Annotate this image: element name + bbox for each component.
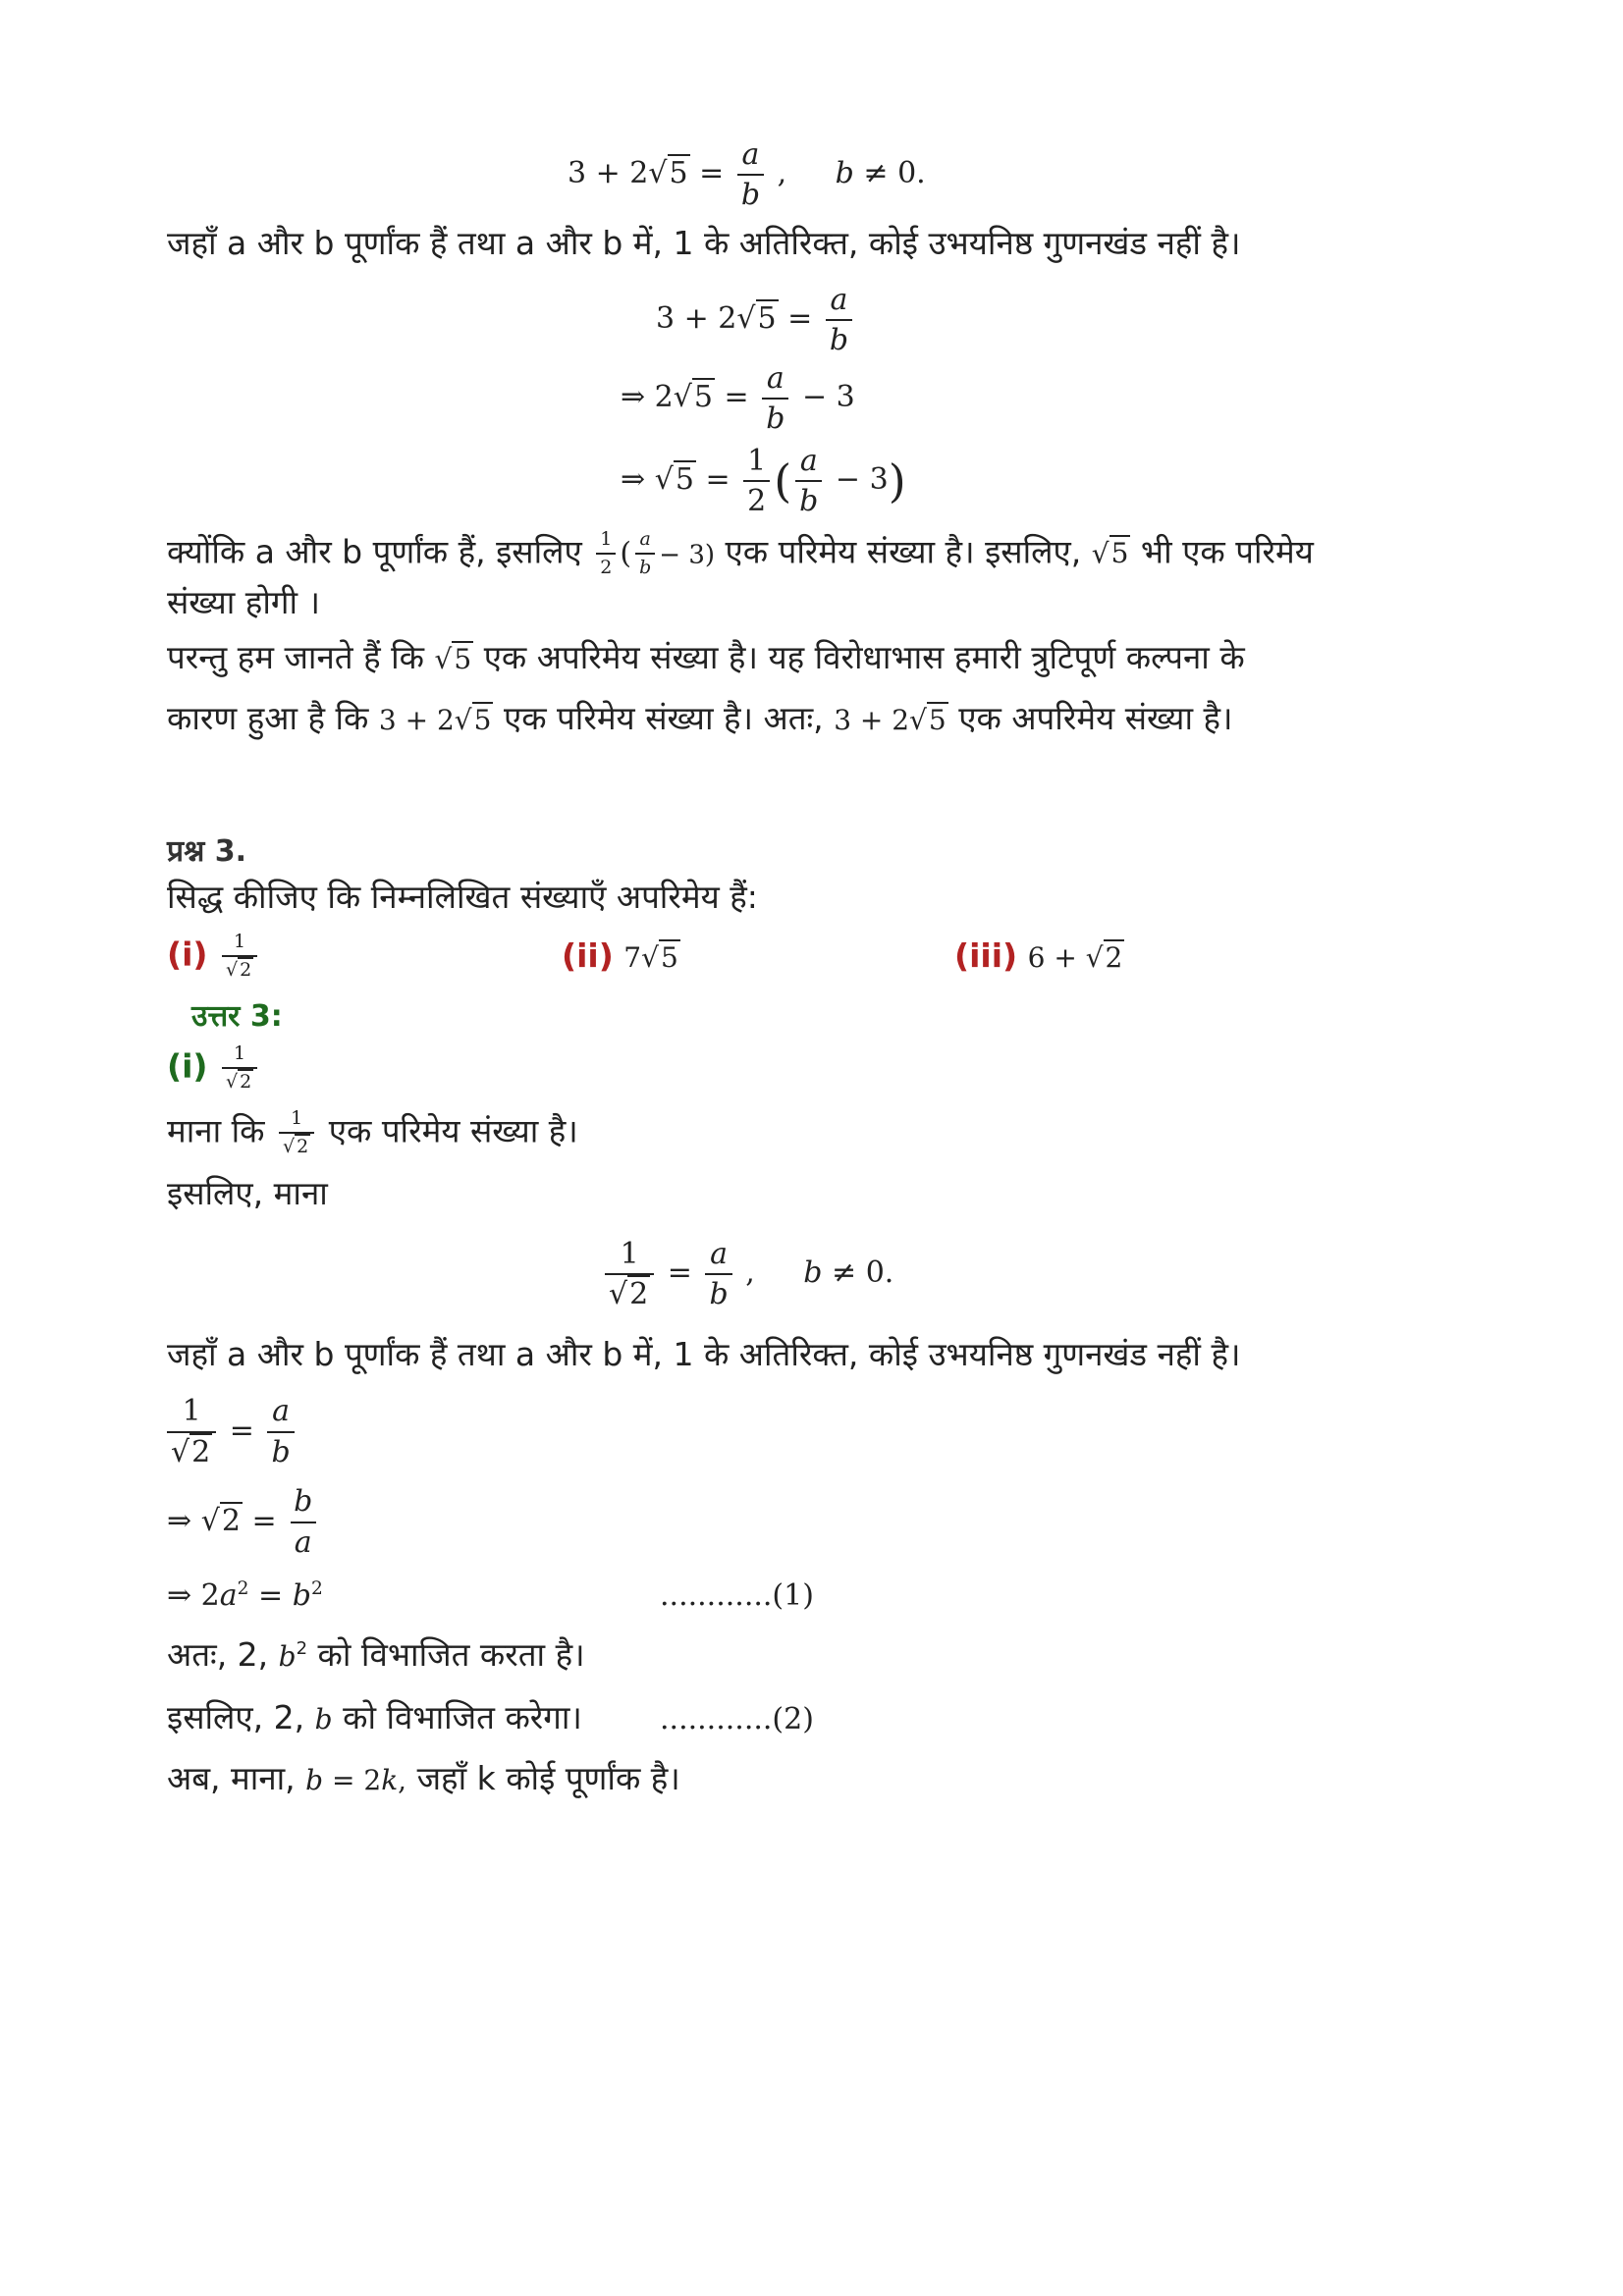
paragraph-therefore-assume: इसलिए, माना bbox=[167, 1174, 328, 1212]
paragraph-since-rational-cont: संख्या होगी । bbox=[167, 583, 320, 621]
equation-step-3: ⇒ √5 = $\frac{1}{2}$ ( $\frac{a}{b}$ − 3) bbox=[621, 444, 906, 518]
equation-ref-2: ............(2) bbox=[660, 1702, 814, 1736]
answer-3-label: उत्तर 3: bbox=[191, 999, 283, 1034]
step-3-square: ⇒ $2a^2 = b^2$ bbox=[167, 1578, 323, 1613]
paragraph-coprime: जहाँ a और b पूर्णांक हैं तथा a और b में, 1 के अतिरिक्त, कोई उभयनिष्ठ गुणनखंड नहीं है। bbox=[167, 224, 1241, 262]
paragraph-let-b: अब, माना, b = 2k, जहाँ k कोई पूर्णांक है। bbox=[167, 1759, 680, 1797]
equation-step-2: ⇒ 2√5 = $\frac{a}{b}$ − 3 bbox=[621, 361, 855, 436]
equation-assume-rational: 3 + 2√5 = $\frac{a}{b}$ , b ≠ 0. bbox=[568, 137, 926, 212]
question-3-part-i: (i) $\frac{1}{√ 2}$ bbox=[167, 931, 261, 982]
equation-assume-ratio: $\frac{1}{√2}$ = $\frac{a}{b}$ , b ≠ 0. bbox=[601, 1237, 893, 1311]
question-3-label: प्रश्न 3. bbox=[167, 834, 246, 869]
equation-ref-1: ............(1) bbox=[660, 1578, 814, 1613]
paragraph-will-divide: इसलिए, 2, b को विभाजित करेगा। bbox=[167, 1698, 582, 1736]
paragraph-since-rational: क्योंकि a और b पूर्णांक हैं, इसलिए $\frac{1}{2}$ ( $\frac{a}{b}$ − 3) एक परिमेय संख्या है। इसलिए, √5 भी एक परिमेय bbox=[167, 528, 1314, 578]
question-3-part-ii: (ii) 7√5 bbox=[562, 936, 678, 975]
paragraph-coprime-2: जहाँ a और b पूर्णांक हैं तथा a और b में, 1 के अतिरिक्त, कोई उभयनिष्ठ गुणनखंड नहीं है। bbox=[167, 1335, 1241, 1373]
question-3-part-iii: (iii) 6 + √2 bbox=[954, 936, 1123, 975]
step-1-ratio: $\frac{1}{√2}$ = $\frac{a}{b}$ bbox=[167, 1394, 298, 1470]
paragraph-assume: माना कि $\frac{1}{√ 2}$ एक परिमेय संख्या है। bbox=[167, 1107, 578, 1157]
paragraph-contradiction: परन्तु हम जानते हैं कि √5 एक अपरिमेय संख्या है। यह विरोधाभास हमारी त्रुटिपूर्ण कल्पना के bbox=[167, 638, 1245, 676]
equation-step-1: 3 + 2√5 = $\frac{a}{b}$ bbox=[656, 283, 856, 357]
answer-3-part-i: (i) $\frac{1}{√ 2}$ bbox=[167, 1042, 261, 1094]
step-2-sqrt2: ⇒ √2 = $\frac{b}{a}$ bbox=[167, 1484, 320, 1561]
paragraph-conclusion: कारण हुआ है कि 3 + 2√5 एक परिमेय संख्या है। अतः, 3 + 2√5 एक अपरिमेय संख्या है। bbox=[167, 699, 1233, 737]
question-3-statement: सिद्ध कीजिए कि निम्नलिखित संख्याएँ अपरिमेय हैं: bbox=[167, 878, 758, 916]
paragraph-divides: अतः, 2, $b^2$ को विभाजित करता है। bbox=[167, 1635, 585, 1674]
